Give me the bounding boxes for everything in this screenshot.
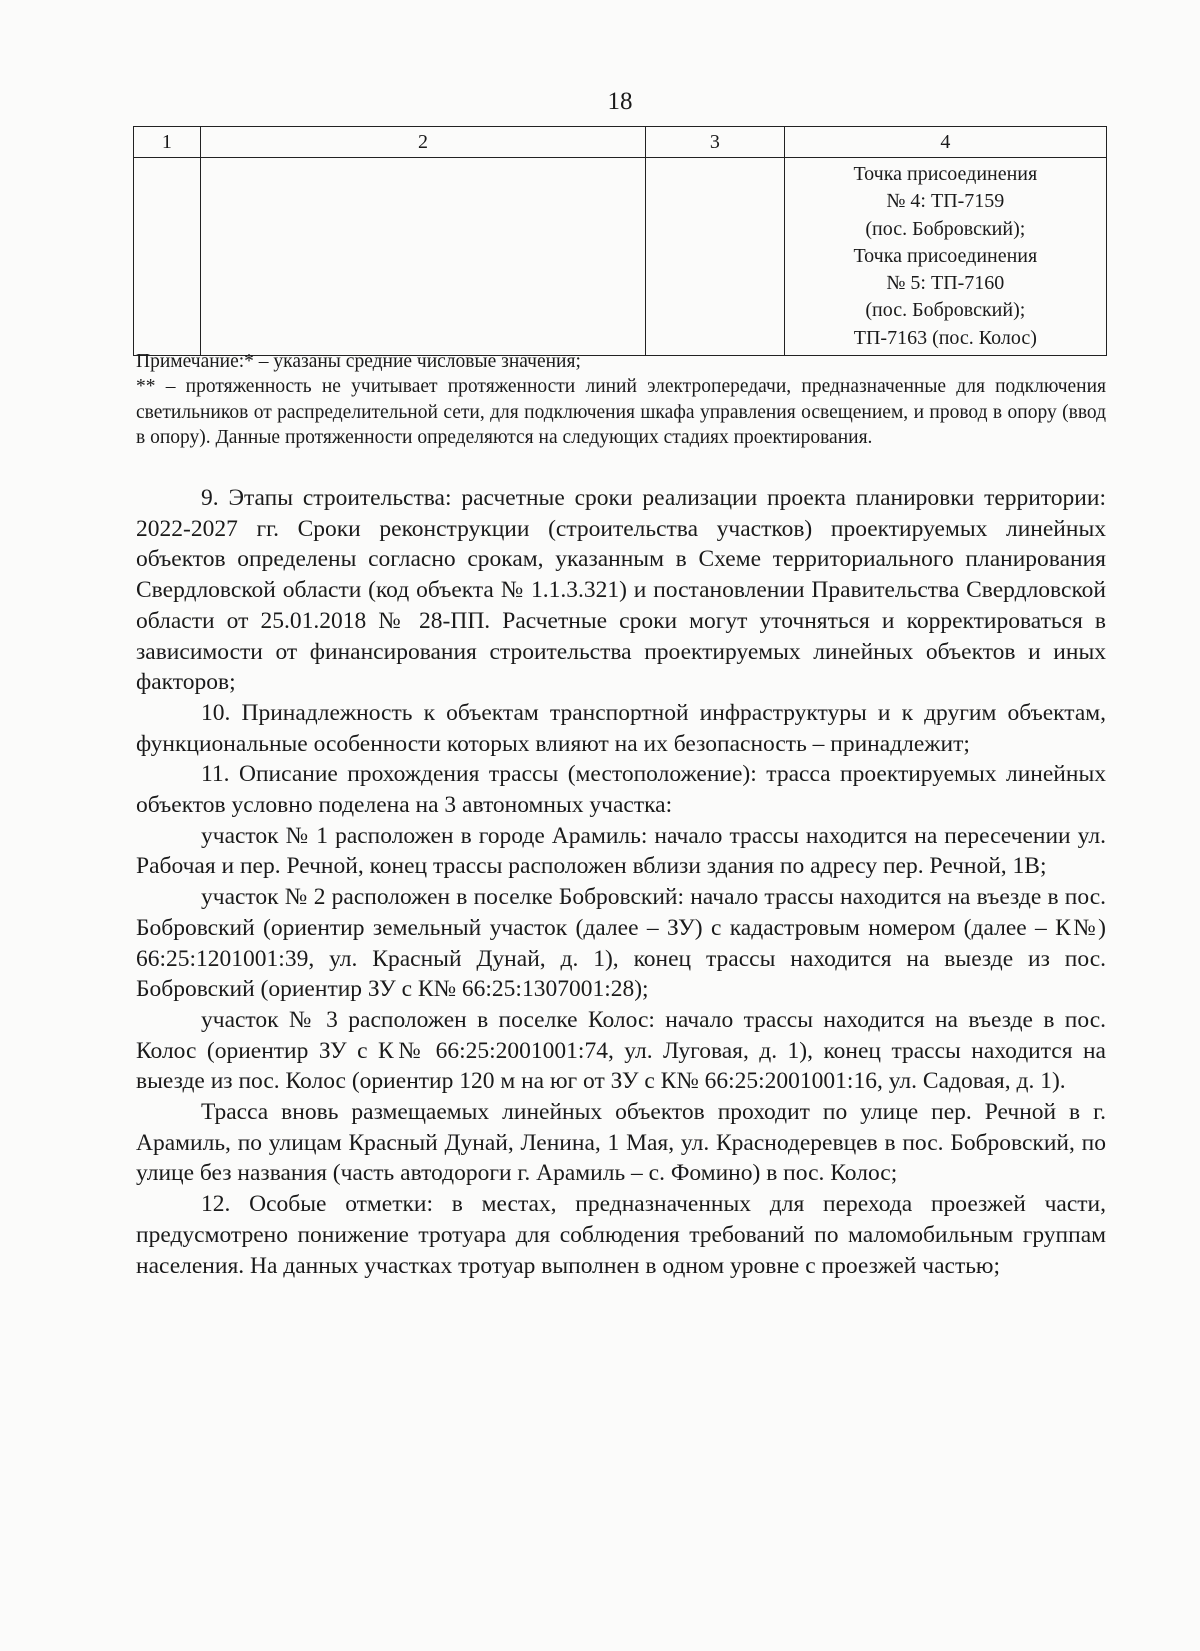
- column-header-3: 3: [646, 127, 785, 158]
- connection-line: Точка присоединения: [853, 244, 1038, 267]
- document-body: [136, 483, 1106, 1281]
- table-cell-1: [134, 158, 201, 356]
- route-description: Трасса вновь размещаемых линейных объектов проходит по улице пер. Речной в г. Арамиль, по улицам Красный Дунай, Ленина, 1 Мая, ул. Краснодеревцев в пос. Бобровский, по улице без названия (часть автодороги г. Арамиль – с. Фомино) в пос. Колос;: [136, 1099, 1106, 1187]
- table-notes: [136, 349, 1106, 450]
- section-2-description: участок № 2 расположен в поселке Бобровский: начало трассы находится на въезде в пос. Бобровский (ориентир земельный участок (далее – ЗУ) с кадастровым номером (далее – К№) 66:25:1201001:39, ул. Красный Дунай, д. 1), конец трассы находится на выезде из пос. Бобровский (ориентир ЗУ с К№ 66:25:1307001:28);: [136, 884, 1106, 1003]
- note-length-exclusion: ** – протяженность не учитывает протяженности линий электропередачи, предназначенные для подключения светильников от распределительной сети, для подключения шкафа управления освещением, и провод в опору (ввод в опору). Данные протяженности определяются на следующих стадиях проектирования.: [136, 376, 1106, 448]
- paragraph-12: 12. Особые отметки: в местах, предназначенных для перехода проезжей части, предусмотрено понижение тротуара для соблюдения требований по маломобильным группам населения. На данных участках тротуар выполнен в одном уровне с проезжей частью;: [136, 1191, 1106, 1279]
- continuation-table: [133, 126, 1107, 356]
- connection-line: Точка присоединения: [853, 163, 1038, 185]
- connection-line: № 5: ТП-7160: [886, 272, 1005, 295]
- column-header-4: 4: [784, 127, 1106, 158]
- table-header-row: [134, 127, 1107, 158]
- column-header-1: 1: [134, 127, 201, 158]
- section-1-description: участок № 1 расположен в городе Арамиль: начало трассы находится на пересечении ул. Рабочая и пер. Речной, конец трассы расположен вблизи здания по адресу пер. Речной, 1В;: [136, 822, 1106, 880]
- connection-line: № 4: ТП-7159: [886, 190, 1005, 213]
- note-average-values: Примечание:* – указаны средние числовые значения;: [136, 351, 581, 372]
- table-cell-4: [784, 158, 1106, 356]
- connection-line: ТП-7163 (пос. Колос): [853, 326, 1037, 349]
- column-header-2: 2: [200, 127, 645, 158]
- connection-line: (пос. Бобровский);: [865, 299, 1026, 322]
- connection-line: (пос. Бобровский);: [865, 217, 1026, 240]
- table-cell-2: [200, 158, 645, 356]
- page-number: 18: [607, 88, 633, 115]
- section-3-description: участок № 3 расположен в поселке Колос: начало трассы находится на въезде в пос. Колос (ориентир ЗУ с К№ 66:25:2001001:74, ул. Луговая, д. 1), конец трассы находится на выезде из пос. Колос (ориентир 120 м на юг от ЗУ с К№ 66:25:2001001:16, ул. Садовая, д. 1).: [136, 1006, 1106, 1095]
- paragraph-9: 9. Этапы строительства: расчетные сроки реализации проекта планировки территории: 2022-2027 гг. Сроки реконструкции (строительства участков) проектируемых линейных объектов определены согласно срокам, указанным в Схеме территориального планирования Свердловской области (код объекта № 1.1.3.321) и постановлении Правительства Свердловской области от 25.01.2018 № 28-ПП. Расчетные сроки могут уточняться и корректироваться в зависимости от финансирования строительства проектируемых линейных объектов и иных факторов;: [136, 485, 1106, 696]
- table-row: [134, 158, 1107, 356]
- paragraph-10: 10. Принадлежность к объектам транспортной инфраструктуры и к другим объектам, функциональные особенности которых влияют на их безопасность – принадлежит;: [136, 699, 1106, 757]
- paragraph-11: 11. Описание прохождения трассы (местоположение): трасса проектируемых линейных объектов условно поделена на 3 автономных участка:: [136, 761, 1106, 819]
- table-cell-3: [646, 158, 785, 356]
